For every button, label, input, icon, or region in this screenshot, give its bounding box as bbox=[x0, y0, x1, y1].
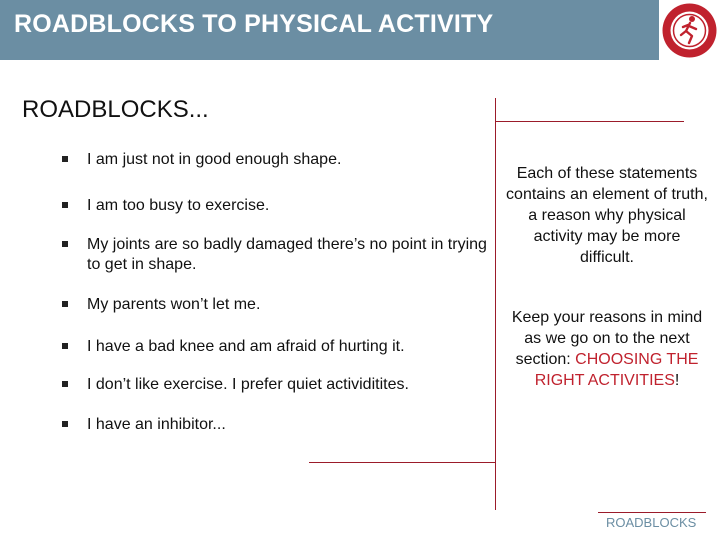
bullet-square-icon bbox=[62, 343, 68, 349]
list-item: I have an inhibitor... bbox=[62, 415, 226, 435]
running-figure-seal-icon bbox=[659, 0, 720, 61]
bullet-square-icon bbox=[62, 421, 68, 427]
section-title: ROADBLOCKS... bbox=[22, 96, 209, 123]
side-note-2-end: ! bbox=[674, 372, 680, 389]
footer-rule bbox=[598, 512, 706, 513]
side-note-2 bbox=[506, 307, 708, 391]
bullet-square-icon bbox=[62, 381, 68, 387]
list-item: I am too busy to exercise. bbox=[62, 196, 269, 216]
list-item: I have a bad knee and am afraid of hurting it. bbox=[62, 337, 405, 357]
bullet-square-icon bbox=[62, 241, 68, 247]
list-item: My parents won’t let me. bbox=[62, 295, 260, 315]
list-item: I don’t like exercise. I prefer quiet actividitites. bbox=[62, 375, 409, 395]
bullet-square-icon bbox=[62, 301, 68, 307]
footer-label: ROADBLOCKS bbox=[606, 515, 697, 530]
bullet-square-icon bbox=[62, 156, 68, 162]
list-item: I am just not in good enough shape. bbox=[62, 150, 341, 170]
top-divider bbox=[496, 121, 684, 122]
side-note-2-start: Keep your reasons in mind as we go on to the next section: bbox=[511, 309, 703, 368]
vertical-divider bbox=[495, 98, 496, 510]
header-bar bbox=[0, 0, 720, 60]
page-title: ROADBLOCKS TO PHYSICAL ACTIVITY bbox=[14, 10, 494, 38]
bullet-square-icon bbox=[62, 202, 68, 208]
next-section-link-text: CHOOSING THE RIGHT ACTIVITIES bbox=[534, 351, 699, 389]
bottom-divider bbox=[309, 462, 495, 463]
side-note-1: Each of these statements contains an element of truth, a reason why physical activity may be more difficult. bbox=[506, 165, 708, 266]
list-item: My joints are so badly damaged there’s no point in trying to get in shape. bbox=[62, 235, 492, 275]
